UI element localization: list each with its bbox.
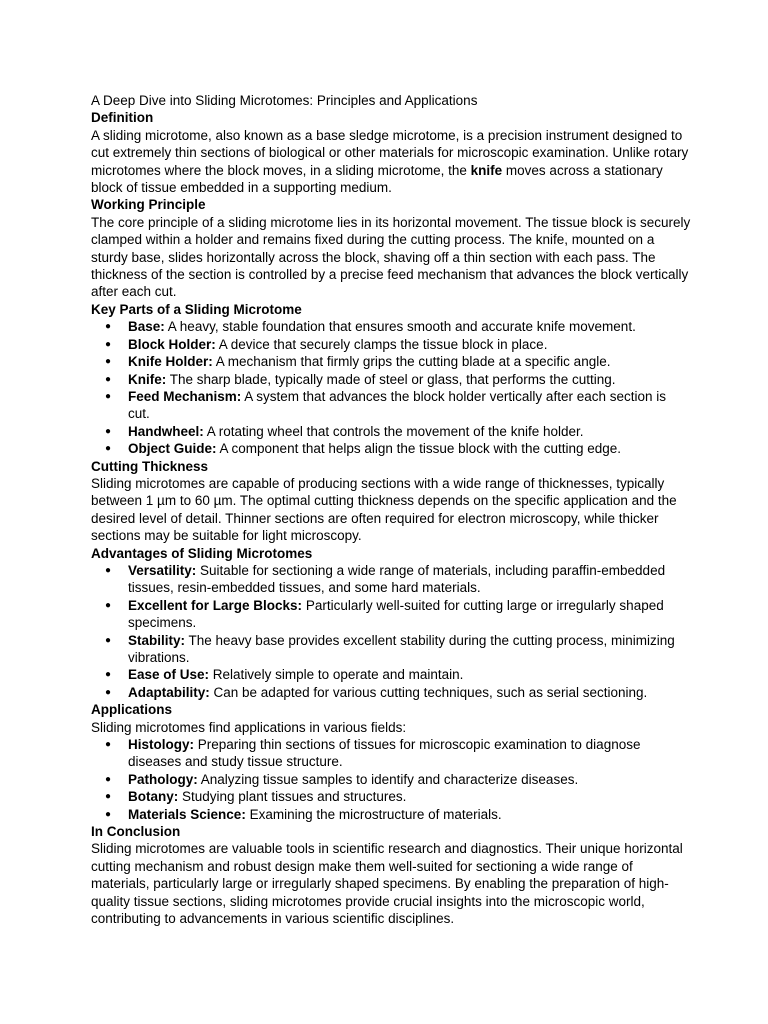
definition-text-end: moves across a stationary block of tissue embedded in a supporting medium. (91, 162, 663, 196)
list-item (128, 371, 691, 388)
conclusion-paragraph: Sliding microtomes are valuable tools in scientific research and diagnostics. Their unique horizontal cutting mechanism and robust design make them well-suited for sectioning a wide range of materials, particularly large or irregularly shaped specimens. By enabling the preparation of high-quality tissue sections, sliding microtomes provide crucial insights into the microscopic world, contributing to advancements in various scientific disciplines. (91, 841, 683, 927)
list-item-desc: Relatively simple to operate and maintain. (209, 667, 464, 683)
working-principle-paragraph: The core principle of a sliding microtome lies in its horizontal movement. The tissue block is securely clamped within a holder and remains fixed during the cutting process. The knife, mounted on a sturdy base, slides horizontally across the block, shaving off a thin section with each pass. The thickness of the section is controlled by a precise feed mechanism that advances the block vertically after each cut. (91, 214, 691, 300)
list-item-desc: A component that helps align the tissue block with the cutting edge. (216, 441, 622, 457)
working-principle-heading: Working Principle (91, 197, 206, 213)
list-item-term: Block Holder: (128, 336, 216, 352)
list-item (128, 388, 691, 423)
list-item-term: Knife: (128, 371, 167, 387)
list-item-term: Botany: (128, 789, 179, 805)
list-item-term: Versatility: (128, 562, 197, 578)
applications-intro: Sliding microtomes find applications in various fields: (91, 719, 407, 735)
list-item (128, 318, 691, 335)
list-item (128, 736, 691, 771)
list-item-desc: A mechanism that firmly grips the cutting blade at a specific angle. (212, 354, 611, 370)
list-item (128, 632, 691, 667)
list-item (128, 806, 691, 823)
list-item-term: Stability: (128, 632, 186, 648)
list-item-term: Pathology: (128, 771, 198, 787)
list-item-desc: Studying plant tissues and structures. (178, 789, 407, 805)
list-item (128, 771, 691, 788)
applications-list (91, 736, 691, 823)
document-title: A Deep Dive into Sliding Microtomes: Principles and Applications (91, 93, 478, 108)
list-item-desc: Analyzing tissue samples to identify and characterize diseases. (197, 771, 579, 787)
list-item-term: Materials Science: (128, 806, 246, 822)
list-item-desc: The sharp blade, typically made of steel or glass, that performs the cutting. (166, 371, 616, 387)
advantages-list (91, 562, 691, 701)
list-item-term: Object Guide: (128, 441, 217, 457)
list-item (128, 336, 691, 353)
list-item (128, 423, 691, 440)
list-item (128, 562, 691, 597)
list-item-term: Excellent for Large Blocks: (128, 597, 303, 613)
list-item-desc: The heavy base provides excellent stability during the cutting process, minimizing vibrations. (128, 632, 675, 665)
list-item-term: Knife Holder: (128, 354, 213, 370)
list-item-desc: Suitable for sectioning a wide range of materials, including paraffin-embedded tissues, resin-embedded tissues, and some hard materials. (128, 562, 666, 596)
definition-heading: Definition (91, 110, 154, 126)
key-parts-list (91, 318, 691, 457)
list-item (128, 597, 691, 632)
list-item-desc: A heavy, stable foundation that ensures smooth and accurate knife movement. (164, 319, 636, 335)
definition-text: A sliding microtome, also known as a base sledge microtome, is a precision instrument designed to cut extremely thin sections of biological or other materials for microscopic examination. Unlike rotary microtomes where the block moves, in a sliding microtome, the (91, 127, 689, 178)
list-item-desc: Particularly well-suited for cutting large or irregularly shaped specimens. (128, 597, 664, 631)
list-item-desc: Preparing thin sections of tissues for microscopic examination to diagnose diseases and study tissue structure. (128, 737, 641, 770)
list-item-term: Ease of Use: (128, 667, 210, 683)
list-item-term: Handwheel: (128, 423, 204, 439)
list-item-desc: A rotating wheel that controls the movement of the knife holder. (203, 423, 584, 439)
list-item-term: Base: (128, 319, 165, 335)
list-item-term: Feed Mechanism: (128, 388, 242, 404)
list-item-desc: A system that advances the block holder vertically after each section is cut. (128, 388, 666, 422)
definition-paragraph (91, 127, 691, 197)
list-item-term: Adaptability: (128, 684, 210, 700)
list-item (128, 788, 691, 805)
document-page (91, 92, 691, 928)
list-item (128, 666, 691, 683)
advantages-heading: Advantages of Sliding Microtomes (91, 545, 313, 561)
applications-heading: Applications (91, 702, 173, 718)
list-item (128, 684, 691, 701)
list-item-desc: Examining the microstructure of materials. (245, 806, 502, 822)
list-item-term: Histology: (128, 737, 194, 753)
list-item (128, 440, 691, 457)
cutting-thickness-heading: Cutting Thickness (91, 458, 209, 474)
cutting-thickness-paragraph: Sliding microtomes are capable of producing sections with a wide range of thicknesses, typically between 1 µm to 60 µm. The optimal cutting thickness depends on the specific application and the desired level of detail. Thinner sections are often required for electron microscopy, while thicker sections may be suitable for light microscopy. (91, 475, 677, 544)
definition-bold-term: knife (470, 162, 503, 178)
list-item (128, 353, 691, 370)
key-parts-heading: Key Parts of a Sliding Microtome (91, 301, 302, 317)
list-item-desc: Can be adapted for various cutting techniques, such as serial sectioning. (209, 684, 648, 700)
list-item-desc: A device that securely clamps the tissue block in place. (215, 336, 548, 352)
conclusion-heading: In Conclusion (91, 824, 181, 840)
